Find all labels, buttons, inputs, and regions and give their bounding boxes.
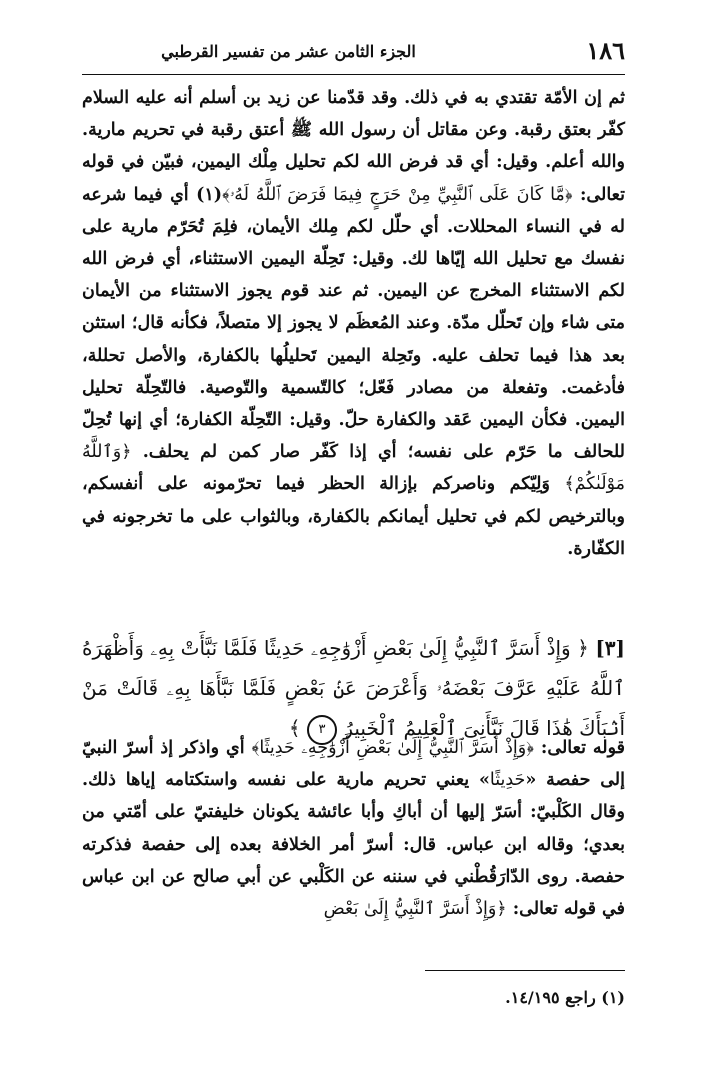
header-rule [82,74,625,75]
page-number: ١٨٦ [586,36,625,65]
commentary-text-segment: » يعني تحريم مارية على نفسه واستكتامه إياها ذلك. وقال الكَلْبيّ: أسَرّ إليها أن أباكِ وأبا عائشة يكونان خليفتيّ على أمّتي من بعدي؛ وقاله ابن عباس. قال: أسرّ أمر الخلافة بعده إلى حفصة فذكرته حفصة. روى الدّارَقُطْني في سننه عن الكَلْبي عن أبي صالح عن ابن عباس في قوله تعالى: [82,770,625,920]
commentary-paragraph [82,732,625,925]
body-text-segment: ثم إن الأمّة تقتدي به في ذلك. وقد قدّمنا عن زيد بن أسلم أنه عليه السلام كفّر بعتق رقبة. وعن مقاتل أن رسول الله ﷺ أعتق رقبة في تحريم مارية. والله أعلم. وقيل: أي قد فرض الله لكم تحليل مِلْك اليمين، فبيّن في قوله تعالى: [82,88,625,205]
verse-number-label: [٣] [595,636,625,660]
quran-quote: ﴿وَٱللَّهُ مَوْلَىٰكُمْ﴾ [82,442,625,495]
body-text-segment: (١) أي فيما شرعه له في النساء المحللات. أي حلّل لكم مِلك الأيمان، فلِمَ تُحَرّم مارية على نفسك مع تحليل الله إيّاها لك. وقيل: تَحِلّة اليمين الاستثناء، أي فرض الله لكم الاستثناء المخرج عن اليمين. ثم عند قوم يجوز الاستثناء من الأيمان متى شاء وإن تَحلّل مدّة. وعند المُعظَم لا يجوز إلا متصلاً، فكأنه قال؛ استثن بعد هذا فيما تحلف عليه. وتَحِلة اليمين تَحليلُها بالكفارة، والأصل تحللة، فأدغمت. وتفعلة من مصادر فَعّل؛ كالتّسمية والتّوصية. فالتّحِلّة تحليل اليمين. فكأن اليمين عَقد والكفارة حلّ. وقيل: التّحِلّة الكفارة؛ أي إنها تُحِلّ للحالف ما حَرّم على نفسه؛ أي إذا كَفّر صار كمن لم يحلف. [82,184,625,463]
commentary-text-segment: قوله تعالى: [533,738,625,758]
verse-block [82,628,625,748]
body-paragraph [82,82,625,565]
verse-closing-bracket: ﴾ [288,716,301,740]
footnote: (١) راجع ١٤/١٩٥. [505,988,625,1007]
verse-text: ﴿ وَإِذْ أَسَرَّ ٱلنَّبِيُّ إِلَىٰ بَعْضِ أَزْوَٰجِهِۦ حَدِيثًا فَلَمَّا نَبَّأَتْ بِهِۦ وَأَظْهَرَهُ ٱللَّهُ عَلَيْهِ عَرَّفَ بَعْضَهُۥ وَأَعْرَضَ عَنۢ بَعْضٍ فَلَمَّا نَبَّأَهَا بِهِۦ قَالَتْ مَنْ أَنۢبَأَكَ هَٰذَا قَالَ نَبَّأَنِىَ ٱلْعَلِيمُ ٱلْخَبِيرُ [82,636,625,740]
body-text-segment: وَلِيّكم وناصركم بإزالة الحظر فيما تحرّمونه على أنفسكم، وبالترخيص لكم في تحليل أيمانكم بالكفارة، وبالثواب على ما تخرجونه في الكفّارة. [82,474,625,559]
quran-quote: ﴿مَّا كَانَ عَلَى ٱلنَّبِيِّ مِنْ حَرَجٍ فِيمَا فَرَضَ ٱللَّهُ لَهُۥ﴾ [222,184,573,205]
quran-quote: ﴿وَإِذْ أَسَرَّ ٱلنَّبِيُّ إِلَىٰ بَعْضِ أَزْوَٰجِهِۦ حَدِيثًا﴾ [251,738,534,758]
footnote-rule [425,970,625,971]
running-title: الجزء الثامن عشر من تفسير القرطبي [161,42,416,61]
page-header [82,36,625,72]
ayah-number-marker: ٣ [307,715,337,745]
commentary-text-segment: أي واذكر إذ أسرّ النبيّ إلى حفصة « [82,738,625,791]
quran-word: حَدِيثًا [489,770,526,791]
quran-quote: ﴿وَإِذْ أَسَرَّ ٱلنَّبِيُّ إِلَىٰ بَعْضِ [323,899,507,920]
